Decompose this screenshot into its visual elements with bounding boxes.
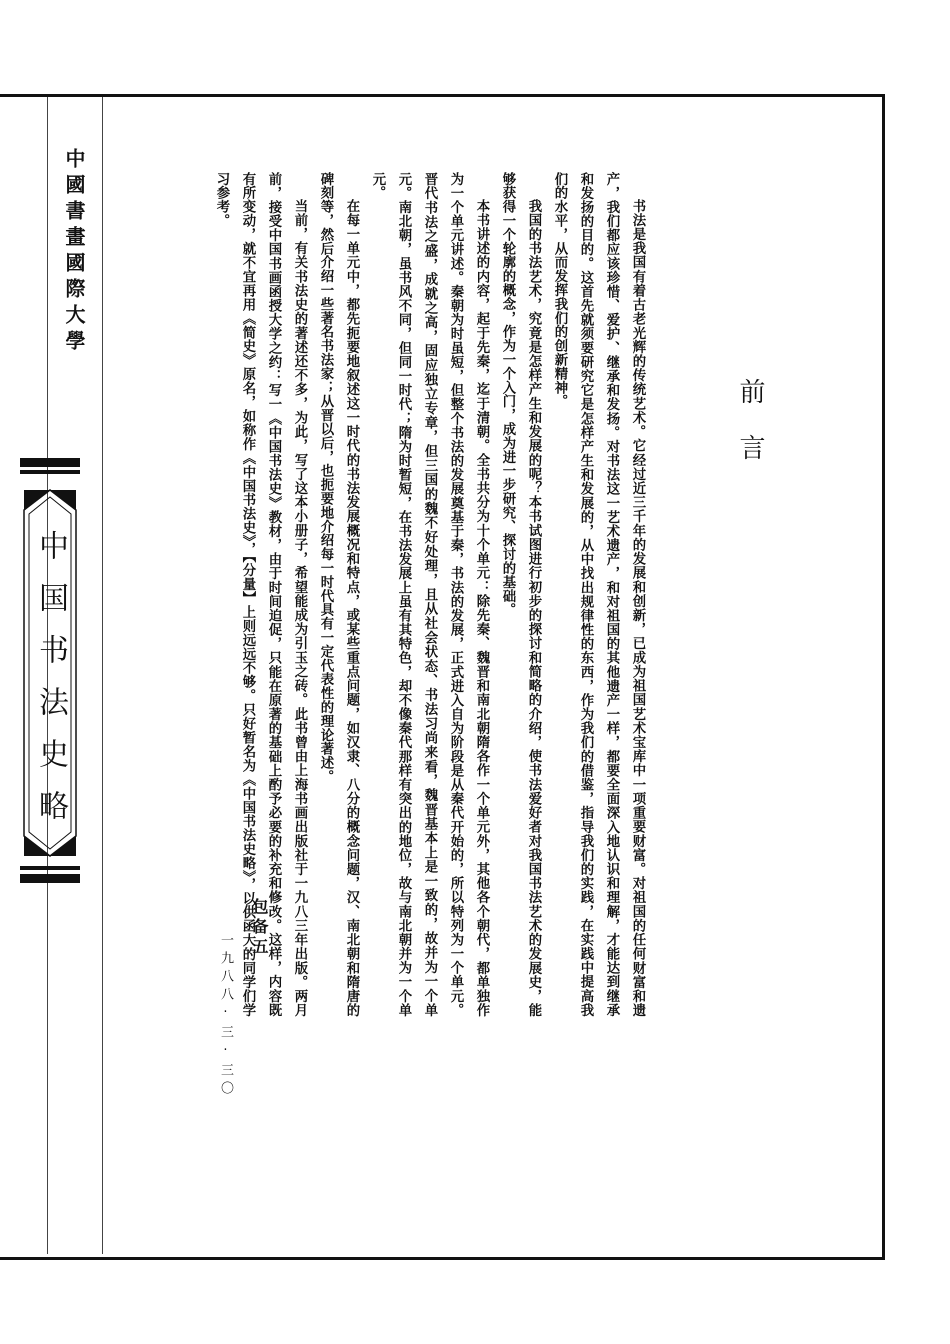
spine-bar-bottom [20,874,80,883]
spine-bar-bottom-thin [20,866,80,870]
author-signature: 包备五 [250,898,269,958]
paragraph: 书法是我国有着古老光辉的传统艺术。它经过近三千年的发展和创新，已成为祖国艺术宝库中一项重要财富。对祖国的任何财富和遗产，我们都应该珍惜、爱护、继承和发扬。对书法这一艺术遗产，和对祖国的其他遗产一样，都要全面深入地认识和理解，才能达到继承和发扬的目的。这首先就须要研究它是怎样产生和发展的，从中找出规律性的东西，作为我们的借鉴，指导我们的实践，在实践中提高我们的水平，从而发挥我们的创新精神。 [552,172,645,1017]
paragraph: 我国的书法艺术，究竟是怎样产生和发展的呢？本书试图进行初步的探讨和简略的介绍，使书法爱好者对我国书法艺术的发展史，能够获得一个轮廓的概念，作为一个入门，成为进一步研究、探讨的基础。 [500,172,541,1017]
book-title: 中国书法史略 [33,530,68,842]
paragraph: 本书讲述的内容，起于先秦，迄于清朝。全书共分为十个单元：除先秦、魏晋和南北朝隋各作一个单元外，其他各个朝代，都单独作为一个单元讲述。秦朝为时虽短，但整个书法的发展奠基于秦，书法的发展，正式进入自为阶段是从秦代开始的，所以特列为一个单元。晋代书法之盛，成就之高，固应独立专章，但三国的魏不好处理，且从社会状态、书法习尚来看，魏晋基本上是一致的，故并为一个单元。南北朝，虽书风不同，但同一时代；隋为时暂短，在书法发展上虽有其特色，却不像秦代那样有突出的地位，故与南北朝并为一个单元。 [370,172,489,1017]
preface-date: 一九八八·三·三〇 [218,933,233,1099]
school-name: 中國書畫國際大學 [62,148,86,356]
paragraph: 当前，有关书法史的著述还不多，为此，写了这本小册子，希望能成为引玉之砖。此书曾由上海书画出版社于一九八三年出版。两月前，接受中国书画函授大学之约：写一《中国书法史》教材，由于时间迫促，只能在原著的基础上酌予必要的补充和修改。这样，内容既有所变动，就不宜再用《简史》原名，如称作《中国书法史》，【分量】上则远远不够。只好暂名为《中国书法史略》，以供函大的同学们学习参考。 [214,172,307,1017]
paragraph: 在每一单元中，都先扼要地叙述这一时代的书法发展概况和特点，或某些重点问题，如汉隶、八分的概念问题，汉、南北朝和隋唐的碑刻等，然后介绍一些著名书法家；从晋以后，也扼要地介绍每一时代具有一定代表性的理论著述。 [318,172,359,1017]
preface-body [208,172,650,1017]
preface-heading: 前言 [735,378,765,490]
spine-bar-top-thin [20,470,80,474]
spine-bar-top [20,458,80,467]
